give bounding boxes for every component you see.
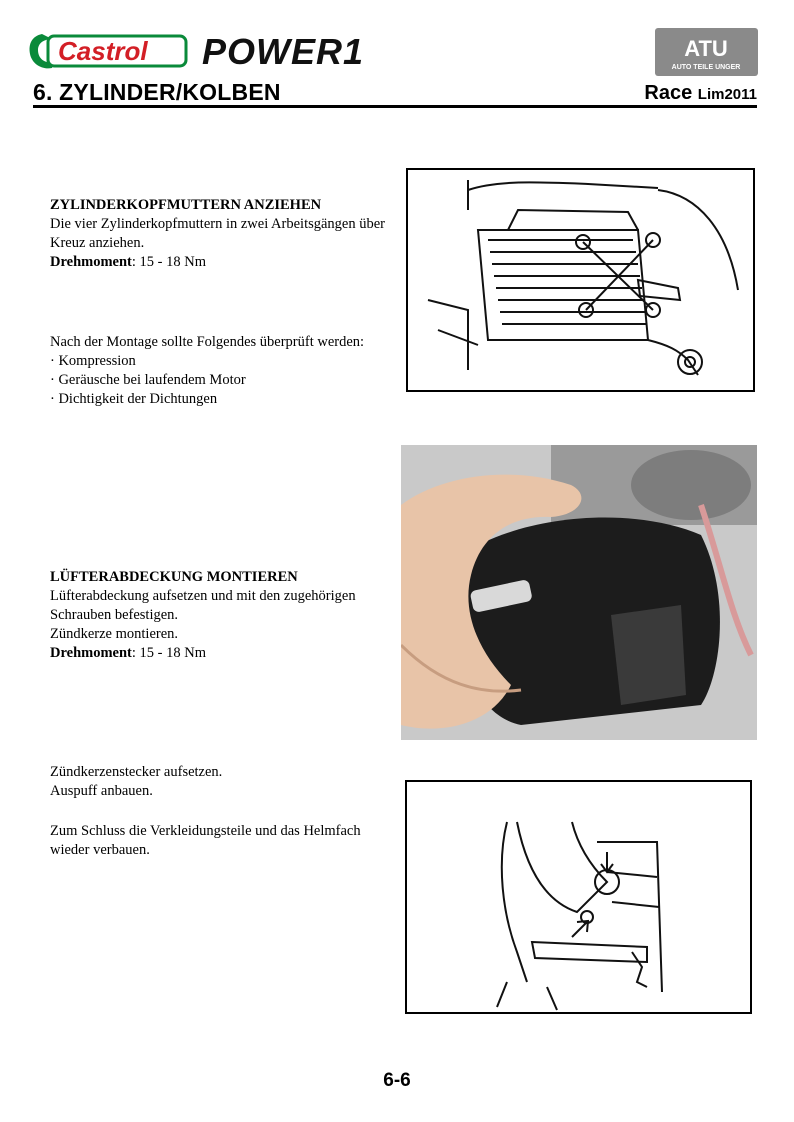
final-line: Zündkerzenstecker aufsetzen. (50, 764, 223, 780)
list-item: · Geräusche bei laufendem Motor (50, 372, 246, 388)
exhaust-figure (405, 780, 752, 1014)
final-line: Zum Schluss die Verkleidungsteile und das Helmfach wieder verbauen. (50, 823, 361, 858)
atu-logo (655, 28, 758, 76)
svg-text:POWER1: POWER1 (202, 31, 365, 72)
torque-line (50, 644, 395, 663)
fan-cover-section (50, 568, 395, 663)
page-title: 6. ZYLINDER/KOLBEN (33, 79, 281, 105)
power1-logo (200, 30, 390, 72)
castrol-logo (28, 28, 188, 72)
header-divider (33, 105, 757, 108)
model-year: Lim2011 (697, 86, 757, 103)
section-heading: ZYLINDERKOPFMUTTERN ANZIEHEN (50, 197, 322, 213)
torque-value: : 15 - 18 Nm (131, 645, 206, 661)
checks-section (50, 333, 395, 409)
torque-label: Drehmoment (50, 254, 132, 270)
fan-cover-photo (401, 445, 757, 740)
page-number: 6-6 (383, 1070, 411, 1091)
torque-value: : 15 - 18 Nm (131, 254, 206, 270)
section-text: Die vier Zylinderkopfmuttern in zwei Arbeitsgängen über Kreuz anziehen. (50, 216, 386, 251)
list-item: · Kompression (50, 353, 136, 369)
final-line: Auspuff anbauen. (50, 783, 153, 799)
torque-line (50, 253, 395, 272)
cylinder-head-figure (406, 168, 755, 392)
svg-text:AUTO TEILE UNGER: AUTO TEILE UNGER (671, 64, 741, 71)
list-item: · Dichtigkeit der Dichtungen (50, 391, 218, 407)
torque-label: Drehmoment (50, 645, 132, 661)
final-steps (50, 763, 395, 801)
section-heading: LÜFTERABDECKUNG MONTIEREN (50, 569, 298, 585)
model-name: Race (644, 82, 693, 104)
section-text: Lüfterabdeckung aufsetzen und mit den zugehörigen Schrauben befestigen. (50, 588, 356, 623)
svg-text:ATU: ATU (684, 36, 728, 61)
final-note (50, 822, 395, 860)
checks-intro: Nach der Montage sollte Folgendes überprüft werden: (50, 334, 365, 350)
castrol-wordmark: Castrol (58, 36, 148, 66)
cylinder-head-section (50, 196, 395, 272)
section-text: Zündkerze montieren. (50, 626, 179, 642)
model-label (644, 82, 757, 105)
